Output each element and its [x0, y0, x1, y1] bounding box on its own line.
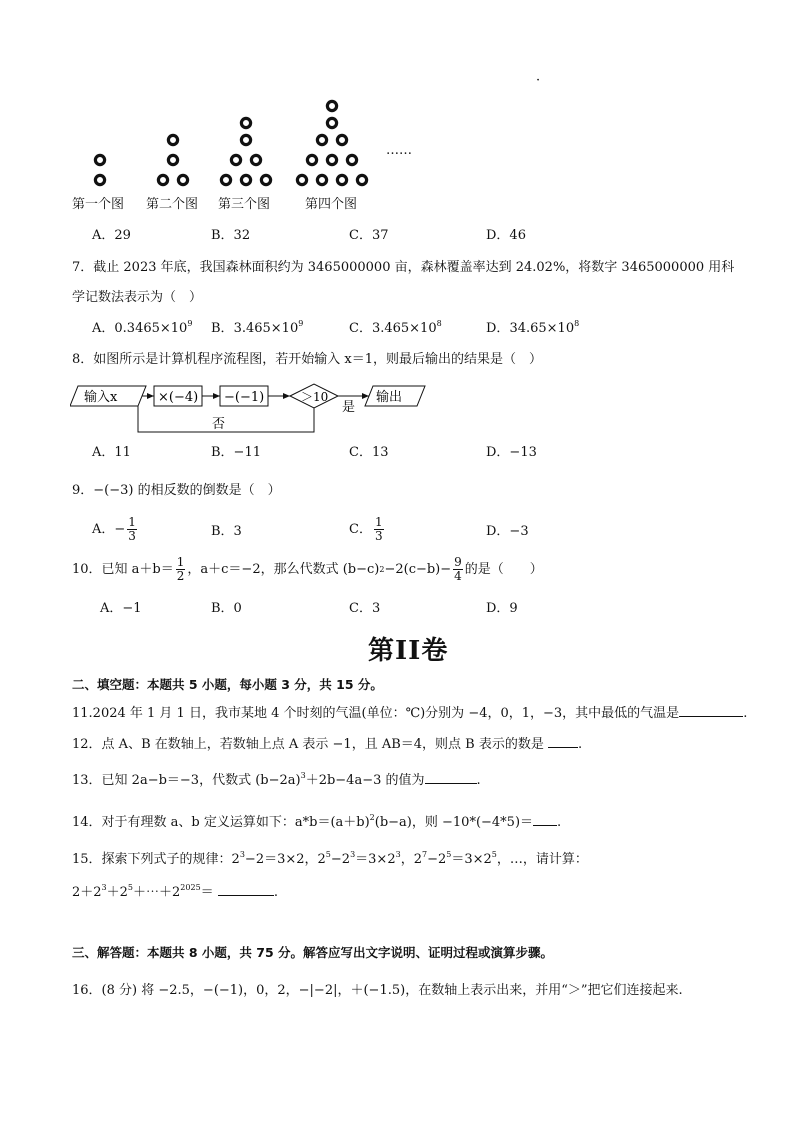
q6-option-d: D．46: [486, 228, 526, 243]
pattern-circle: [231, 155, 240, 164]
q15-line1: 15．探索下列式子的规律：$2^3-2=3\times 2$，$2^5-2^3=3\times 2^3$，$2^7-2^5=3\times 2^5$，…，请计算：: [72, 850, 588, 867]
q7-option-a: A．$0.3465\times 10^9$: [92, 319, 193, 336]
q10-option-d: D．9: [486, 601, 518, 616]
q6-option-c: C．37: [349, 228, 389, 243]
pattern-circle: [317, 135, 326, 144]
flow-no-label: 否: [212, 417, 226, 432]
pattern-circle: [297, 175, 306, 184]
q14-answer-blank[interactable]: [533, 825, 557, 826]
q13: 13．已知 2a−b＝−3，代数式 $(b-2a)^3+2b-4a-3$ 的值为 .: [72, 771, 481, 788]
pattern-circle: [178, 175, 187, 184]
q8-stem: 8．如图所示是计算机程序流程图，若开始输入 x＝1，则最后输出的结果是（ ）: [72, 352, 543, 367]
flow-yes-label: 是: [342, 400, 356, 415]
q15-line2: $2+2^3+2^5+\cdots+2^{2025}=$ .: [72, 883, 278, 900]
pattern-circle: [221, 175, 230, 184]
flow-multiply-label: ×(−4): [158, 390, 199, 405]
q10-stem: 10．已知 a＋b＝ $\frac{1}{2}$ ，a＋c＝−2，那么代数式 (b−c) 2 −2(c−b)− $\frac{9}{4}$ 的是（ ）: [72, 555, 543, 583]
pattern-circle: [327, 101, 336, 110]
pattern-circle: [337, 135, 346, 144]
header-dot: ·: [536, 73, 541, 88]
pattern-circle: [241, 118, 250, 127]
pattern-circle: [357, 175, 366, 184]
q12: 12．点 A、B 在数轴上，若数轴上点 A 表示 −1，且 AB＝4，则点 B 表示的数是 .: [72, 737, 583, 752]
q13-answer-blank[interactable]: [425, 783, 477, 784]
q9-option-b: B．3: [211, 524, 242, 539]
q6-fig-label-4: 第四个图: [305, 197, 358, 212]
solve-section-heading: 三、解答题：本题共 8 小题，共 75 分。解答应写出文字说明、证明过程或演算步骤。: [72, 945, 554, 960]
pattern-circle: [307, 155, 316, 164]
q14: 14．对于有理数 a、b 定义运算如下：$a*b=(a+b)^2(b-a)$，则 −10*(−4*5)＝ .: [72, 813, 562, 830]
q7-option-d: D．$34.65\times 10^8$: [486, 319, 580, 336]
q12-answer-blank[interactable]: [548, 747, 578, 748]
q8-option-b: B．−11: [211, 445, 261, 460]
pattern-circle: [337, 175, 346, 184]
q6-fig-label-3: 第三个图: [218, 197, 271, 212]
pattern-circle: [95, 155, 104, 164]
q7-stem-line2: 学记数法表示为（ ）: [72, 290, 203, 305]
q6-fig-label-1: 第一个图: [72, 197, 125, 212]
pattern-circle: [241, 135, 250, 144]
flow-input-label: 输入x: [84, 390, 118, 405]
section-2-title: 第II卷: [368, 636, 449, 666]
q10-option-a: A．−1: [100, 601, 142, 616]
q6-ellipsis: ……: [386, 143, 412, 158]
q10-option-b: B．0: [211, 601, 242, 616]
pattern-circle: [347, 155, 356, 164]
pattern-circle: [95, 175, 104, 184]
pattern-circle: [261, 175, 270, 184]
flow-subtract-label: −(−1): [224, 390, 265, 405]
q8-option-a: A．11: [92, 445, 131, 460]
pattern-circle: [158, 175, 167, 184]
q6-fig-label-2: 第二个图: [146, 197, 199, 212]
q9-option-c: C． $\frac{1}{3}$: [349, 515, 383, 543]
pattern-circle: [168, 155, 177, 164]
q11: 11.2024 年 1 月 1 日，我市某地 4 个时刻的气温(单位：℃)分别为 −4，0，1，−3，其中最低的气温是 .: [72, 706, 748, 721]
flow-output-label: 输出: [376, 390, 403, 405]
pattern-circle: [251, 155, 260, 164]
q10-option-c: C．3: [349, 601, 381, 616]
q9-stem: 9．−(−3) 的相反数的倒数是（ ）: [72, 483, 281, 498]
flow-condition-label: ＞10: [301, 390, 329, 404]
q9-option-a: A．− $\frac{1}{3}$: [92, 515, 136, 543]
q7-option-c: C．$3.465\times 10^8$: [349, 319, 442, 336]
pattern-circle: [327, 118, 336, 127]
q11-answer-blank[interactable]: [679, 716, 743, 717]
pattern-circle: [327, 155, 336, 164]
q9-option-d: D．−3: [486, 524, 529, 539]
q8-option-d: D．−13: [486, 445, 537, 460]
pattern-circle: [317, 175, 326, 184]
q16: 16．(8 分) 将 −2.5，−(−1)，0，2，−|−2|，＋(−1.5)，在数轴上表示出来，并用“＞”把它们连接起来.: [72, 983, 683, 998]
q6-option-b: B．32: [211, 228, 251, 243]
q8-option-c: C．13: [349, 445, 389, 460]
q6-option-a: A．29: [92, 228, 131, 243]
q8-flowchart: [70, 378, 440, 438]
q6-pattern-figure: [80, 92, 420, 192]
pattern-circle: [241, 175, 250, 184]
fill-section-heading: 二、填空题：本题共 5 小题，每小题 3 分，共 15 分。: [72, 677, 383, 692]
q15-answer-blank[interactable]: [218, 895, 274, 896]
pattern-circle: [168, 135, 177, 144]
q7-option-b: B．$3.465\times 10^9$: [211, 319, 304, 336]
q7-stem-line1: 7．截止 2023 年底，我国森林面积约为 3465000000 亩，森林覆盖率达到 24.02%，将数字 3465000000 用科: [72, 260, 735, 275]
